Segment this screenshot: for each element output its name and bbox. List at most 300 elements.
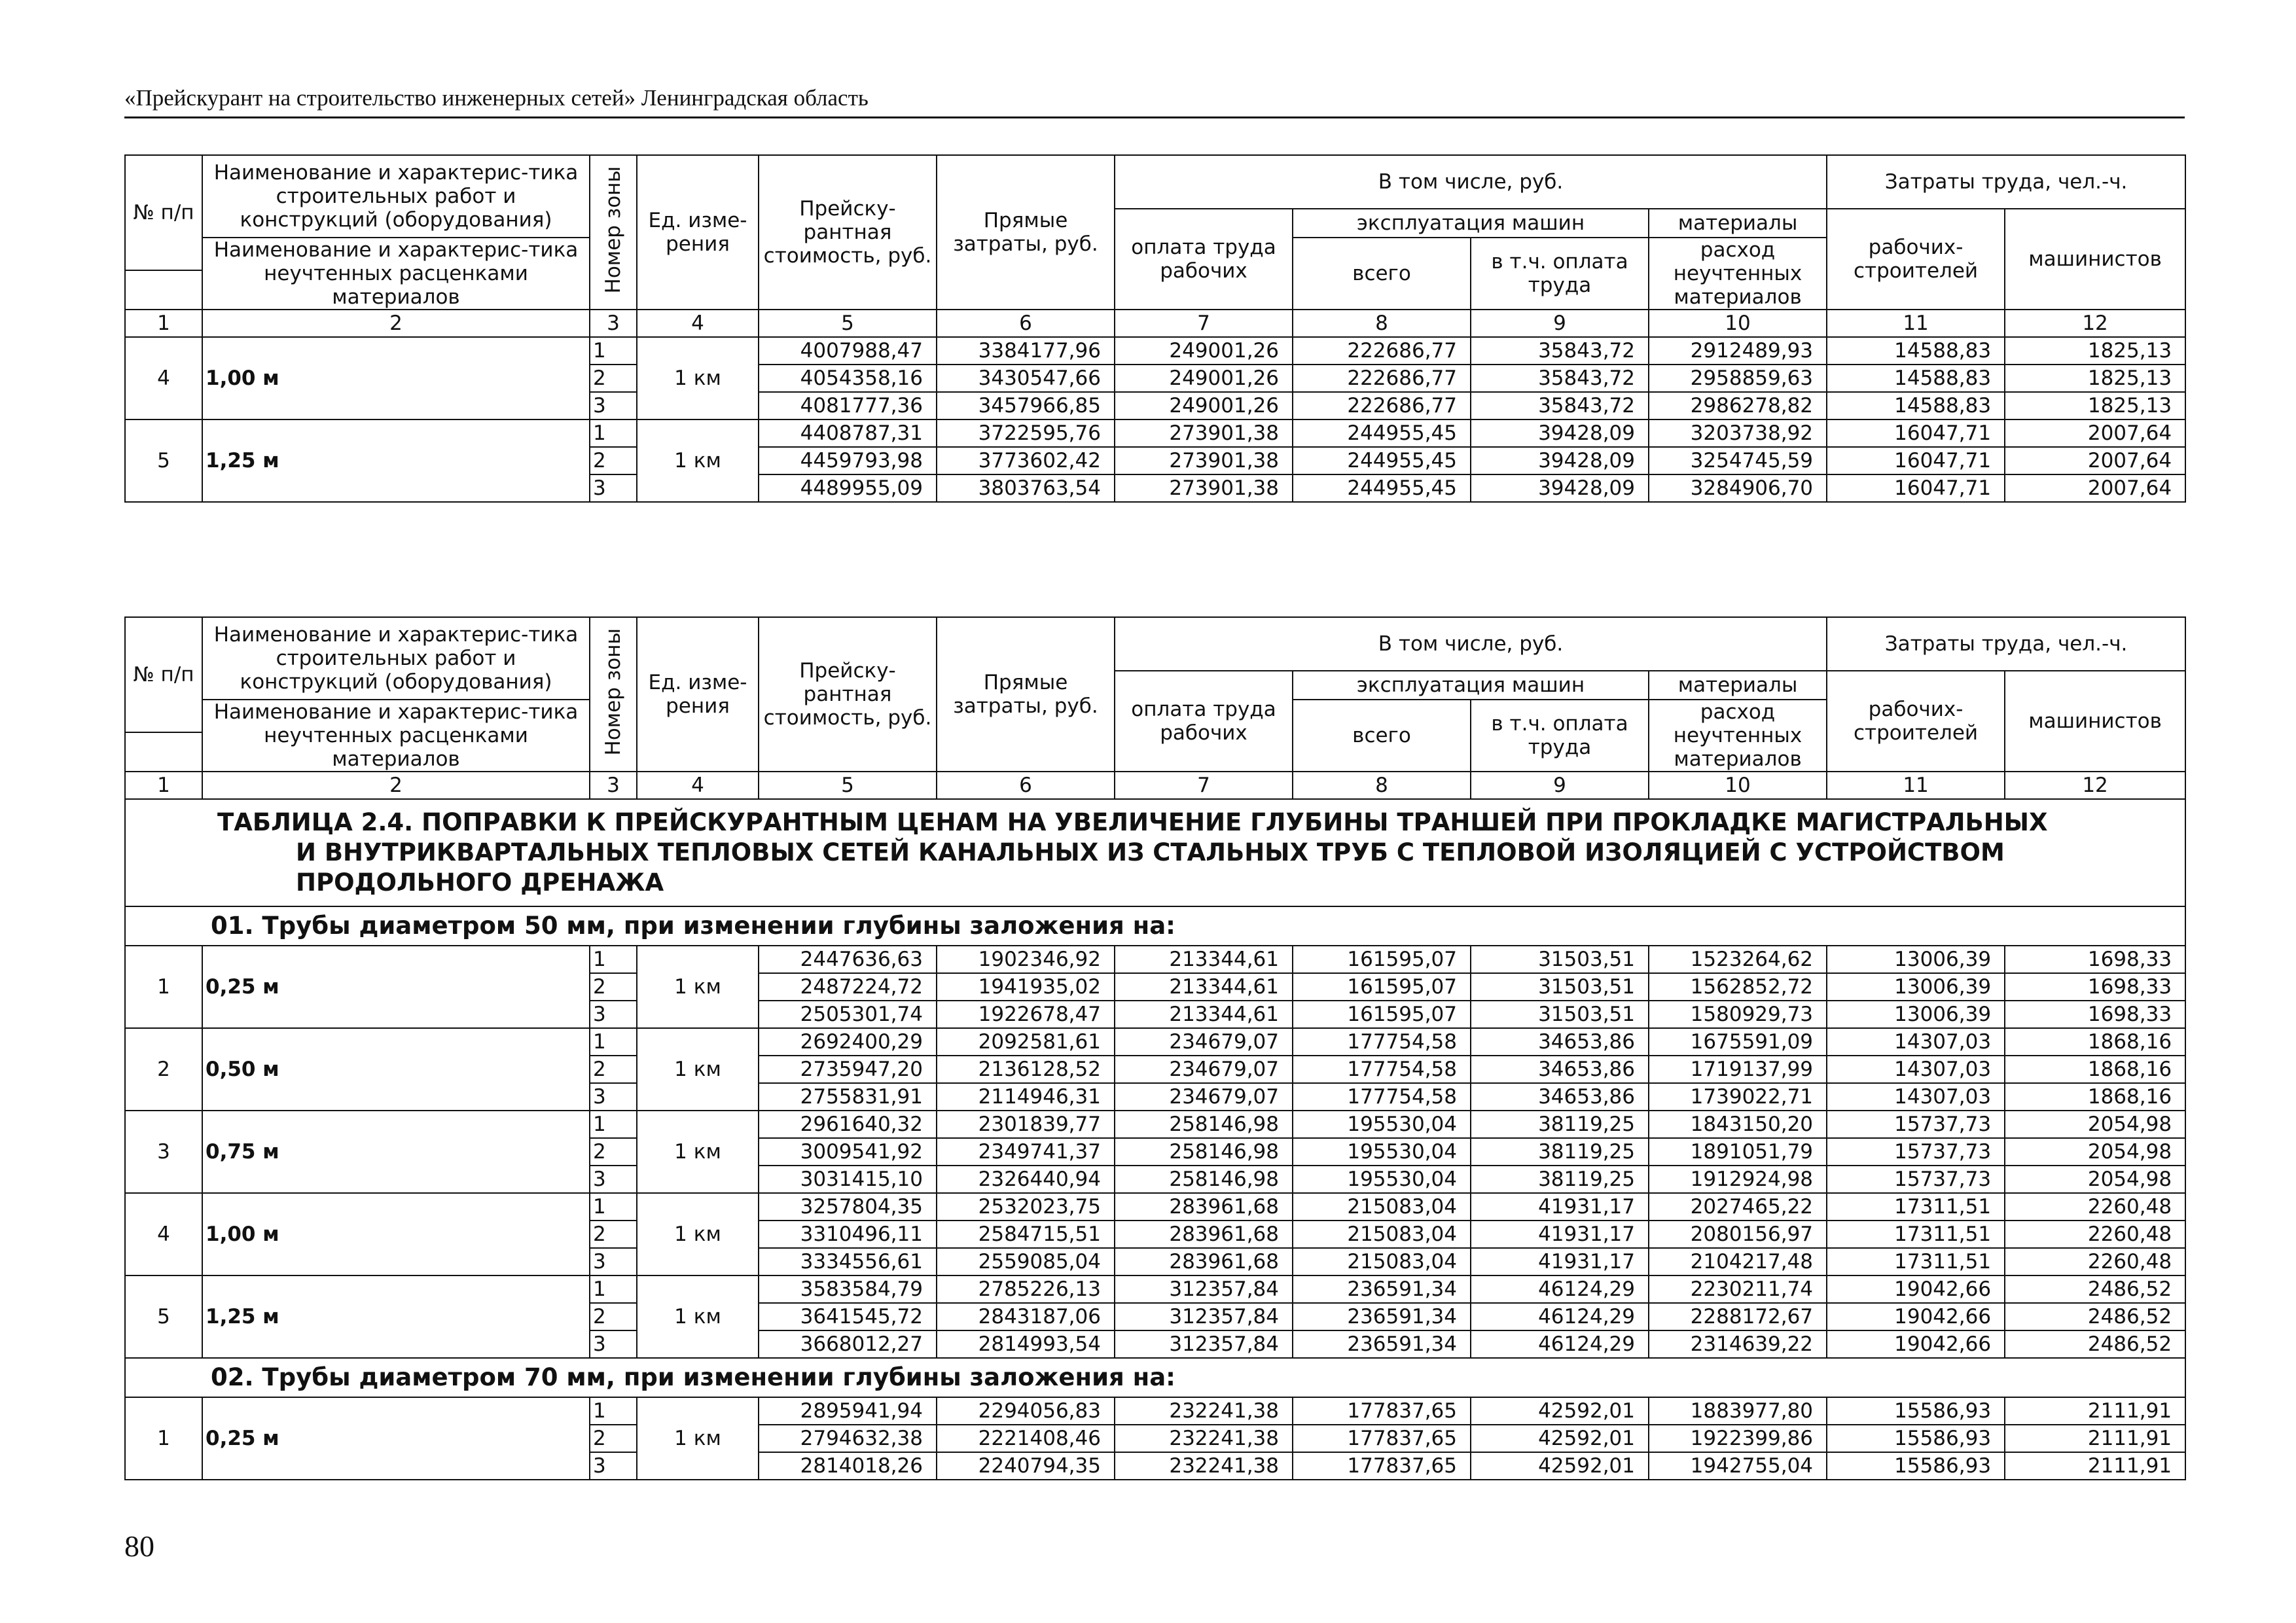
col-number: 10 [1649,772,1827,799]
value-cell: 31503,51 [1471,1001,1649,1028]
col-number: 5 [759,772,937,799]
value-cell: 249001,26 [1115,392,1293,419]
zone-cell: 1 [590,1397,637,1425]
row-number: 4 [125,1193,202,1275]
value-cell: 16047,71 [1827,474,2005,502]
col-total-header: всего [1293,700,1471,772]
col-number: 9 [1471,310,1649,337]
value-cell: 177754,58 [1293,1083,1471,1111]
value-cell: 215083,04 [1293,1221,1471,1248]
value-cell: 16047,71 [1827,447,2005,474]
value-cell: 42592,01 [1471,1397,1649,1425]
row-number: 4 [125,337,202,419]
value-cell: 14588,83 [1827,337,2005,365]
value-cell: 195530,04 [1293,1138,1471,1166]
value-cell: 13006,39 [1827,973,2005,1001]
value-cell: 234679,07 [1115,1028,1293,1056]
value-cell: 1675591,09 [1649,1028,1827,1056]
value-cell: 14307,03 [1827,1083,2005,1111]
value-cell: 222686,77 [1293,337,1471,365]
col-builders-header: рабочих-строителей [1827,671,2005,772]
value-cell: 1922399,86 [1649,1425,1827,1452]
col-price-header: Прейску-рантная стоимость, руб. [759,617,937,772]
value-cell: 258146,98 [1115,1166,1293,1193]
col-num-header: № п/п [125,617,202,732]
value-cell: 3284906,70 [1649,474,1827,502]
value-cell: 2486,52 [2005,1275,2185,1303]
table-row [125,337,2185,365]
value-cell: 2027465,22 [1649,1193,1827,1221]
value-cell: 2895941,94 [759,1397,937,1425]
value-cell: 46124,29 [1471,1330,1649,1358]
value-cell: 3722595,76 [937,419,1115,447]
depth-label: 0,25 м [202,946,590,1028]
value-cell: 39428,09 [1471,474,1649,502]
value-cell: 1698,33 [2005,973,2185,1001]
zone-cell: 1 [590,1275,637,1303]
unit-cell: 1 км [637,1193,759,1275]
zone-cell: 2 [590,1138,637,1166]
value-cell: 1719137,99 [1649,1056,1827,1083]
value-cell: 232241,38 [1115,1452,1293,1480]
table-title-line: И ВНУТРИКВАРТАЛЬНЫХ ТЕПЛОВЫХ СЕТЕЙ КАНАЛЬНЫХ ИЗ СТАЛЬНЫХ ТРУБ С ТЕПЛОВОЙ ИЗОЛЯЦИЕЙ С УСТРОЙСТВОМ [296,838,2005,866]
col-wages-header: оплата труда рабочих [1115,671,1293,772]
zone-cell: 2 [590,365,637,392]
value-cell: 15586,93 [1827,1397,2005,1425]
value-cell: 1868,16 [2005,1028,2185,1056]
value-cell: 312357,84 [1115,1330,1293,1358]
col-incl-header: В том числе, руб. [1115,155,1827,209]
value-cell: 1891051,79 [1649,1138,1827,1166]
zone-cell: 1 [590,1193,637,1221]
value-cell: 215083,04 [1293,1193,1471,1221]
price-table-1 [124,154,2186,503]
col-materials-header: материалы [1649,671,1827,700]
value-cell: 177754,58 [1293,1028,1471,1056]
value-cell: 35843,72 [1471,392,1649,419]
col-name-header: Наименование и характерис-тика строительных работ и конструкций (оборудования) [202,617,590,700]
zone-cell: 3 [590,1001,637,1028]
value-cell: 2735947,20 [759,1056,937,1083]
value-cell: 1739022,71 [1649,1083,1827,1111]
value-cell: 312357,84 [1115,1275,1293,1303]
value-cell: 19042,66 [1827,1303,2005,1330]
table-row [125,1397,2185,1425]
row-number: 1 [125,946,202,1028]
value-cell: 2447636,63 [759,946,937,973]
value-cell: 38119,25 [1471,1138,1649,1166]
row-number: 2 [125,1028,202,1111]
value-cell: 39428,09 [1471,419,1649,447]
col-name-sub-header: Наименование и характерис-тика неучтенных расценками материалов [202,238,590,310]
col-number: 12 [2005,310,2185,337]
row-number: 1 [125,1397,202,1480]
value-cell: 2487224,72 [759,973,937,1001]
col-name-header: Наименование и характерис-тика строительных работ и конструкций (оборудования) [202,155,590,238]
value-cell: 1843150,20 [1649,1111,1827,1138]
value-cell: 15586,93 [1827,1425,2005,1452]
col-number: 5 [759,310,937,337]
value-cell: 1825,13 [2005,337,2185,365]
value-cell: 14307,03 [1827,1028,2005,1056]
value-cell: 2092581,61 [937,1028,1115,1056]
col-num-header: № п/п [125,155,202,270]
table-title-line: ТАБЛИЦА 2.4. ПОПРАВКИ К ПРЕЙСКУРАНТНЫМ ЦЕНАМ НА УВЕЛИЧЕНИЕ ГЛУБИНЫ ТРАНШЕЙ ПРИ ПРОКЛАДКЕ МАГИСТРАЛЬНЫХ [217,808,2048,836]
col-operators-header: машинистов [2005,671,2185,772]
depth-label: 1,25 м [202,1275,590,1358]
value-cell: 4408787,31 [759,419,937,447]
value-cell: 14588,83 [1827,392,2005,419]
value-cell: 2961640,32 [759,1111,937,1138]
value-cell: 15737,73 [1827,1166,2005,1193]
zone-cell: 2 [590,1056,637,1083]
value-cell: 2288172,67 [1649,1303,1827,1330]
value-cell: 177754,58 [1293,1056,1471,1083]
zone-cell: 2 [590,447,637,474]
col-mat-use-header: расход неучтенных материалов [1649,700,1827,772]
unit-cell: 1 км [637,946,759,1028]
value-cell: 17311,51 [1827,1221,2005,1248]
zone-cell: 2 [590,1221,637,1248]
value-cell: 244955,45 [1293,419,1471,447]
col-price-header: Прейску-рантная стоимость, руб. [759,155,937,310]
col-number: 7 [1115,310,1293,337]
value-cell: 4007988,47 [759,337,937,365]
value-cell: 3457966,85 [937,392,1115,419]
value-cell: 3583584,79 [759,1275,937,1303]
zone-cell: 3 [590,1083,637,1111]
value-cell: 236591,34 [1293,1330,1471,1358]
value-cell: 2301839,77 [937,1111,1115,1138]
zone-cell: 3 [590,1166,637,1193]
col-direct-header: Прямые затраты, руб. [937,155,1115,310]
value-cell: 2505301,74 [759,1001,937,1028]
col-number: 3 [590,772,637,799]
value-cell: 258146,98 [1115,1138,1293,1166]
col-machines-header: эксплуатация машин [1293,209,1649,238]
value-cell: 249001,26 [1115,337,1293,365]
depth-label: 1,00 м [202,337,590,419]
value-cell: 3257804,35 [759,1193,937,1221]
value-cell: 2532023,75 [937,1193,1115,1221]
value-cell: 2007,64 [2005,419,2185,447]
value-cell: 2755831,91 [759,1083,937,1111]
col-incl-header: В том числе, руб. [1115,617,1827,671]
table-row [125,1275,2185,1303]
section-heading: 02. Трубы диаметром 70 мм, при изменении глубины заложения на: [125,1358,2185,1397]
unit-cell: 1 км [637,1028,759,1111]
value-cell: 39428,09 [1471,447,1649,474]
value-cell: 273901,38 [1115,474,1293,502]
value-cell: 1868,16 [2005,1083,2185,1111]
value-cell: 3668012,27 [759,1330,937,1358]
value-cell: 2692400,29 [759,1028,937,1056]
value-cell: 283961,68 [1115,1221,1293,1248]
value-cell: 2912489,93 [1649,337,1827,365]
zone-cell: 3 [590,1248,637,1275]
value-cell: 1698,33 [2005,1001,2185,1028]
value-cell: 13006,39 [1827,1001,2005,1028]
value-cell: 41931,17 [1471,1193,1649,1221]
value-cell: 34653,86 [1471,1028,1649,1056]
depth-label: 1,25 м [202,419,590,502]
value-cell: 3384177,96 [937,337,1115,365]
value-cell: 41931,17 [1471,1248,1649,1275]
value-cell: 17311,51 [1827,1248,2005,1275]
value-cell: 2054,98 [2005,1138,2185,1166]
value-cell: 2230211,74 [1649,1275,1827,1303]
value-cell: 1883977,80 [1649,1397,1827,1425]
value-cell: 46124,29 [1471,1303,1649,1330]
value-cell: 213344,61 [1115,946,1293,973]
value-cell: 215083,04 [1293,1248,1471,1275]
col-operators-header: машинистов [2005,209,2185,310]
value-cell: 16047,71 [1827,419,2005,447]
value-cell: 222686,77 [1293,392,1471,419]
section-heading-row [125,906,2185,946]
value-cell: 283961,68 [1115,1193,1293,1221]
zone-cell: 3 [590,392,637,419]
col-num-blank [125,270,202,310]
value-cell: 236591,34 [1293,1275,1471,1303]
value-cell: 1698,33 [2005,946,2185,973]
table-title [125,799,2185,906]
value-cell: 2260,48 [2005,1221,2185,1248]
value-cell: 2326440,94 [937,1166,1115,1193]
value-cell: 177837,65 [1293,1397,1471,1425]
col-zone-header: Номер зоны [590,155,637,310]
value-cell: 2486,52 [2005,1303,2185,1330]
section-heading-row [125,1358,2185,1397]
value-cell: 1942755,04 [1649,1452,1827,1480]
value-cell: 35843,72 [1471,337,1649,365]
value-cell: 2814018,26 [759,1452,937,1480]
value-cell: 2486,52 [2005,1330,2185,1358]
value-cell: 34653,86 [1471,1056,1649,1083]
row-number: 5 [125,419,202,502]
value-cell: 17311,51 [1827,1193,2005,1221]
table-row [125,1111,2185,1138]
col-number: 11 [1827,310,2005,337]
value-cell: 234679,07 [1115,1056,1293,1083]
col-materials-header: материалы [1649,209,1827,238]
value-cell: 2314639,22 [1649,1330,1827,1358]
value-cell: 3310496,11 [759,1221,937,1248]
value-cell: 4489955,09 [759,474,937,502]
value-cell: 222686,77 [1293,365,1471,392]
col-unit-header: Ед. изме-рения [637,617,759,772]
value-cell: 42592,01 [1471,1452,1649,1480]
value-cell: 3254745,59 [1649,447,1827,474]
value-cell: 2007,64 [2005,474,2185,502]
value-cell: 161595,07 [1293,973,1471,1001]
value-cell: 195530,04 [1293,1166,1471,1193]
value-cell: 3773602,42 [937,447,1115,474]
table-row [125,1193,2185,1221]
value-cell: 213344,61 [1115,1001,1293,1028]
page-header: «Прейскурант на строительство инженерных сетей» Ленинградская область [124,84,2185,118]
col-number: 6 [937,772,1115,799]
value-cell: 1523264,62 [1649,946,1827,973]
col-number: 2 [202,772,590,799]
value-cell: 236591,34 [1293,1303,1471,1330]
value-cell: 244955,45 [1293,474,1471,502]
zone-cell: 1 [590,946,637,973]
value-cell: 2104217,48 [1649,1248,1827,1275]
col-mat-use-header: расход неучтенных материалов [1649,238,1827,310]
value-cell: 258146,98 [1115,1111,1293,1138]
col-number: 6 [937,310,1115,337]
value-cell: 2136128,52 [937,1056,1115,1083]
zone-cell: 1 [590,1028,637,1056]
value-cell: 2240794,35 [937,1452,1115,1480]
value-cell: 232241,38 [1115,1425,1293,1452]
col-labor-header: Затраты труда, чел.-ч. [1827,155,2185,209]
value-cell: 2349741,37 [937,1138,1115,1166]
value-cell: 2221408,46 [937,1425,1115,1452]
page-number: 80 [124,1529,154,1563]
value-cell: 3803763,54 [937,474,1115,502]
depth-label: 0,75 м [202,1111,590,1193]
unit-cell: 1 км [637,1275,759,1358]
col-number: 9 [1471,772,1649,799]
zone-cell: 2 [590,1425,637,1452]
value-cell: 177837,65 [1293,1452,1471,1480]
value-cell: 273901,38 [1115,419,1293,447]
value-cell: 312357,84 [1115,1303,1293,1330]
col-number: 12 [2005,772,2185,799]
table-row [125,946,2185,973]
value-cell: 3641545,72 [759,1303,937,1330]
unit-cell: 1 км [637,337,759,419]
value-cell: 31503,51 [1471,973,1649,1001]
value-cell: 14307,03 [1827,1056,2005,1083]
value-cell: 161595,07 [1293,1001,1471,1028]
value-cell: 4081777,36 [759,392,937,419]
value-cell: 1562852,72 [1649,973,1827,1001]
value-cell: 2111,91 [2005,1425,2185,1452]
value-cell: 2958859,63 [1649,365,1827,392]
value-cell: 244955,45 [1293,447,1471,474]
col-machines-header: эксплуатация машин [1293,671,1649,700]
col-builders-header: рабочих-строителей [1827,209,2005,310]
value-cell: 2111,91 [2005,1452,2185,1480]
value-cell: 15737,73 [1827,1111,2005,1138]
col-direct-header: Прямые затраты, руб. [937,617,1115,772]
row-number: 5 [125,1275,202,1358]
value-cell: 3203738,92 [1649,419,1827,447]
value-cell: 1941935,02 [937,973,1115,1001]
value-cell: 38119,25 [1471,1111,1649,1138]
col-number: 8 [1293,772,1471,799]
value-cell: 2080156,97 [1649,1221,1827,1248]
value-cell: 2114946,31 [937,1083,1115,1111]
zone-cell: 3 [590,1330,637,1358]
zone-cell: 1 [590,419,637,447]
col-number: 1 [125,310,202,337]
value-cell: 2260,48 [2005,1193,2185,1221]
zone-cell: 3 [590,1452,637,1480]
unit-cell: 1 км [637,1111,759,1193]
value-cell: 195530,04 [1293,1111,1471,1138]
value-cell: 1825,13 [2005,365,2185,392]
value-cell: 232241,38 [1115,1397,1293,1425]
depth-label: 1,00 м [202,1193,590,1275]
col-number: 1 [125,772,202,799]
value-cell: 35843,72 [1471,365,1649,392]
zone-cell: 3 [590,474,637,502]
value-cell: 2584715,51 [937,1221,1115,1248]
value-cell: 15586,93 [1827,1452,2005,1480]
value-cell: 14588,83 [1827,365,2005,392]
value-cell: 1902346,92 [937,946,1115,973]
value-cell: 283961,68 [1115,1248,1293,1275]
zone-cell: 1 [590,337,637,365]
value-cell: 213344,61 [1115,973,1293,1001]
value-cell: 38119,25 [1471,1166,1649,1193]
value-cell: 4054358,16 [759,365,937,392]
zone-cell: 2 [590,1303,637,1330]
col-incl-wages-header: в т.ч. оплата труда [1471,238,1649,310]
value-cell: 2814993,54 [937,1330,1115,1358]
table-title-line: ПРОДОЛЬНОГО ДРЕНАЖА [296,868,664,897]
col-number: 3 [590,310,637,337]
col-name-sub-header: Наименование и характерис-тика неучтенных расценками материалов [202,700,590,772]
value-cell: 234679,07 [1115,1083,1293,1111]
value-cell: 19042,66 [1827,1275,2005,1303]
value-cell: 15737,73 [1827,1138,2005,1166]
value-cell: 1868,16 [2005,1056,2185,1083]
table-row [125,1028,2185,1056]
value-cell: 34653,86 [1471,1083,1649,1111]
value-cell: 273901,38 [1115,447,1293,474]
col-total-header: всего [1293,238,1471,310]
col-number: 8 [1293,310,1471,337]
value-cell: 42592,01 [1471,1425,1649,1452]
value-cell: 2785226,13 [937,1275,1115,1303]
col-incl-wages-header: в т.ч. оплата труда [1471,700,1649,772]
value-cell: 2794632,38 [759,1425,937,1452]
col-labor-header: Затраты труда, чел.-ч. [1827,617,2185,671]
value-cell: 3334556,61 [759,1248,937,1275]
value-cell: 19042,66 [1827,1330,2005,1358]
col-number: 11 [1827,772,2005,799]
col-number: 7 [1115,772,1293,799]
unit-cell: 1 км [637,419,759,502]
col-zone-header: Номер зоны [590,617,637,772]
value-cell: 2111,91 [2005,1397,2185,1425]
col-number: 4 [637,772,759,799]
zone-cell: 2 [590,973,637,1001]
value-cell: 2007,64 [2005,447,2185,474]
value-cell: 2054,98 [2005,1111,2185,1138]
value-cell: 249001,26 [1115,365,1293,392]
value-cell: 2986278,82 [1649,392,1827,419]
price-table-2 [124,616,2186,1480]
col-number: 10 [1649,310,1827,337]
value-cell: 1825,13 [2005,392,2185,419]
col-number: 2 [202,310,590,337]
value-cell: 161595,07 [1293,946,1471,973]
col-num-blank [125,732,202,772]
value-cell: 1580929,73 [1649,1001,1827,1028]
unit-cell: 1 км [637,1397,759,1480]
value-cell: 3430547,66 [937,365,1115,392]
col-number: 4 [637,310,759,337]
value-cell: 177837,65 [1293,1425,1471,1452]
value-cell: 1912924,98 [1649,1166,1827,1193]
value-cell: 2843187,06 [937,1303,1115,1330]
